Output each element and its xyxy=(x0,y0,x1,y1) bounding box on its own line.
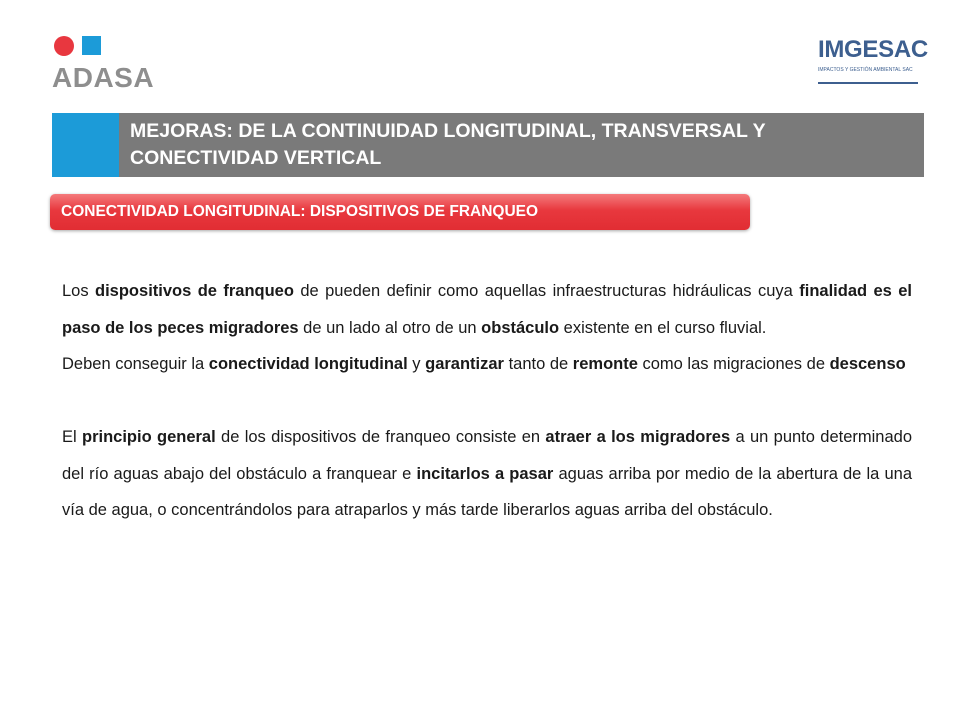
text-run: existente en el curso fluvial. xyxy=(559,318,767,337)
logo-square-icon xyxy=(82,36,101,55)
page-title-line-1: MEJORAS: DE LA CONTINUIDAD LONGITUDINAL, TRANSVERSAL Y xyxy=(130,120,766,142)
page-title-line-2: CONECTIVIDAD VERTICAL xyxy=(130,147,382,169)
adasa-logo-text: ADASA xyxy=(52,62,155,93)
text-run: El xyxy=(62,428,82,446)
section-header-label: CONECTIVIDAD LONGITUDINAL: DISPOSITIVOS DE FRANQUEO xyxy=(61,203,539,220)
bold-text: incitarlos a pasar xyxy=(416,464,554,483)
text-run: aguas arriba por medio de la abertura de la una vía de agua, o concentrándolos para atraparlos y más tarde liberarlos aguas arriba del obstáculo. xyxy=(62,464,913,519)
imgesac-logo-underline xyxy=(818,82,918,84)
logo-circle-icon xyxy=(54,36,74,56)
bold-text: principio general xyxy=(82,428,216,446)
text-run: a un punto determinado del río aguas abajo del obstáculo a franquear e xyxy=(62,428,912,483)
paragraph xyxy=(62,346,912,383)
title-accent-block xyxy=(52,113,119,177)
imgesac-logo-text: IMGESAC xyxy=(818,36,928,63)
bold-text: obstáculo xyxy=(481,318,560,337)
text-run: de los dispositivos de franqueo consiste en xyxy=(215,428,546,446)
title-banner xyxy=(52,113,924,177)
section-header xyxy=(50,194,750,230)
text-run: como las migraciones de xyxy=(637,355,830,373)
bold-text: finalidad es el paso de los peces migradores xyxy=(62,282,913,337)
page-title xyxy=(130,118,916,172)
text-run: y xyxy=(407,355,426,373)
text-run: de un lado al otro de un xyxy=(298,318,482,337)
text-run: Deben conseguir la xyxy=(62,355,209,373)
bold-text: descenso xyxy=(829,355,906,373)
text-run: Los xyxy=(62,282,96,300)
bold-text: atraer a los migradores xyxy=(545,428,731,446)
body-text xyxy=(62,273,912,529)
bold-text: remonte xyxy=(572,355,638,373)
imgesac-logo xyxy=(818,36,930,96)
text-run: de pueden definir como aquellas infraestructuras hidráulicas cuya xyxy=(293,282,800,300)
bold-text: dispositivos de franqueo xyxy=(95,282,294,300)
paragraph xyxy=(62,419,912,529)
paragraph xyxy=(62,273,912,346)
bold-text: conectividad longitudinal xyxy=(208,355,408,373)
text-run: tanto de xyxy=(503,355,573,373)
bold-text: garantizar xyxy=(425,355,504,373)
imgesac-logo-subtitle: IMPACTOS Y GESTIÓN AMBIENTAL SAC xyxy=(818,67,913,73)
